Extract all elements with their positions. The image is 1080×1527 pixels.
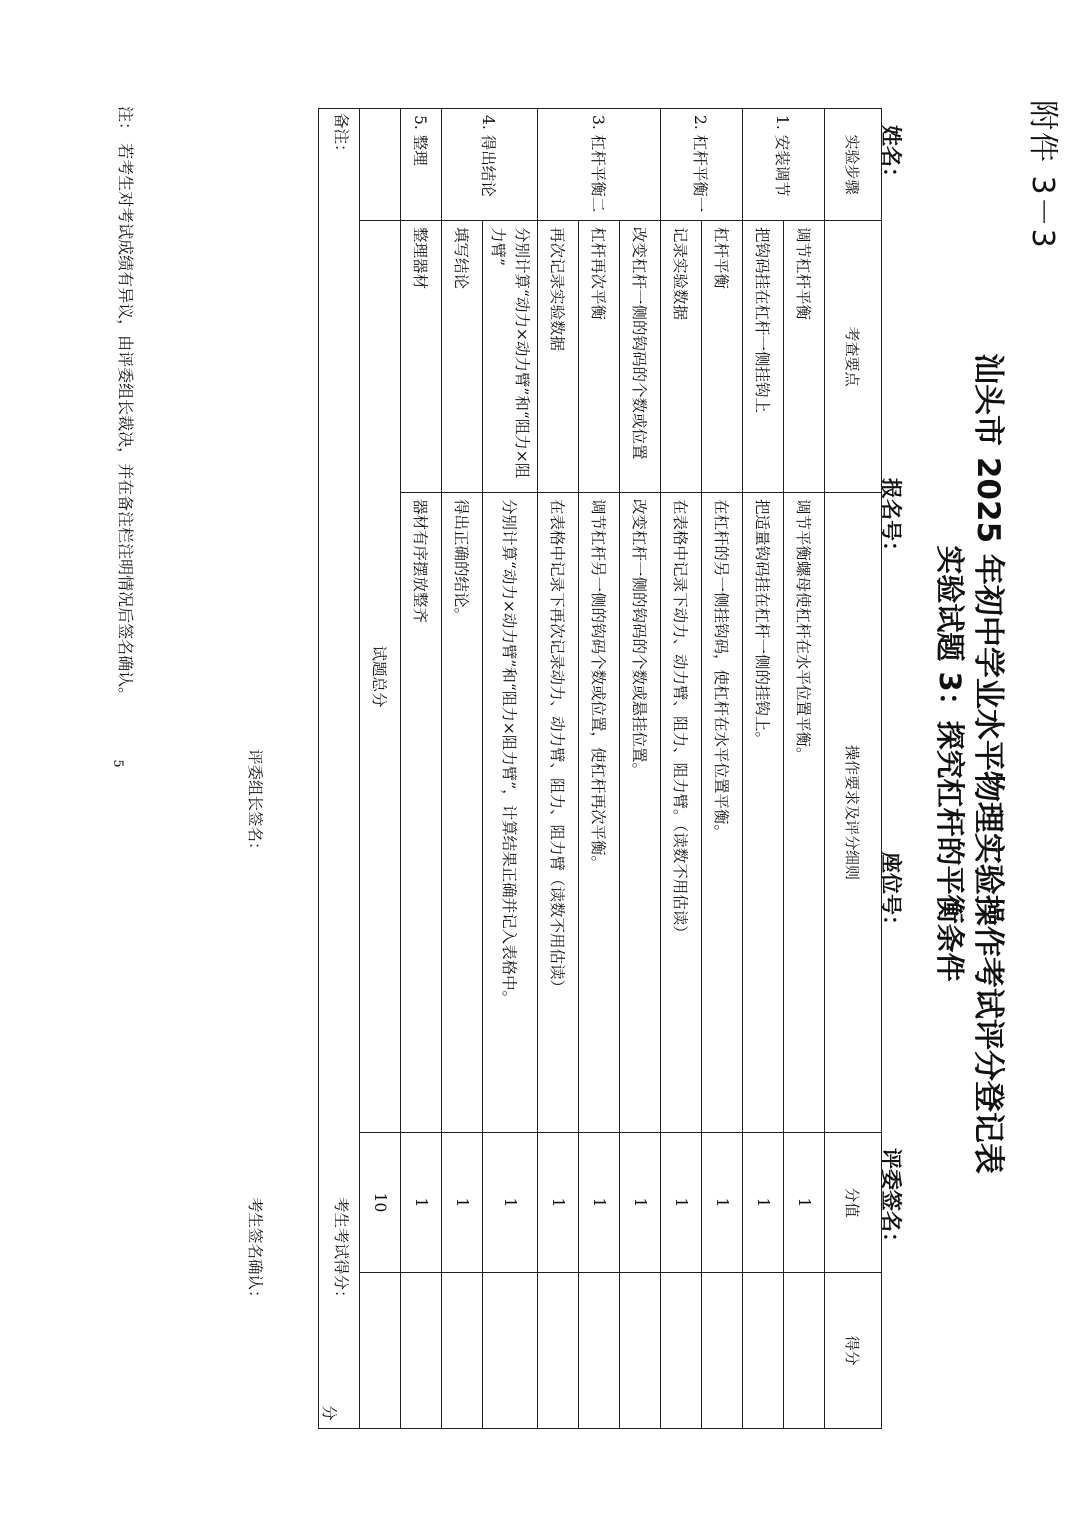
rule-cell: 在杠杆的另一侧挂钩码，使杠杆在水平位置平衡。: [702, 493, 743, 1133]
score-value-cell: 1: [702, 1133, 743, 1273]
point-cell: 记录实验数据: [661, 221, 702, 493]
reg-no-field-label: 报名号：: [879, 478, 903, 562]
score-got-cell[interactable]: [743, 1273, 784, 1429]
score-value-cell: 1: [538, 1133, 579, 1273]
point-cell: 再次记录实验数据: [538, 221, 579, 493]
point-cell: 杠杆平衡: [702, 221, 743, 493]
table-row: [400, 109, 441, 1429]
table-row: [702, 109, 743, 1429]
step-cell: 1. 安装调节: [743, 109, 825, 221]
header-score-value: 分值: [825, 1133, 882, 1273]
score-got-cell[interactable]: [661, 1273, 702, 1429]
rule-cell: 器材有序摆放整齐: [400, 493, 441, 1133]
table-row: [743, 109, 784, 1429]
rule-cell: 分别计算“动力×动力臂”和“阻力×阻力臂”，计算结果正确并记入表格中。: [482, 493, 537, 1133]
rule-cell: 在表格中记录下动力、动力臂、阻力、阻力臂。（读数不用估读）: [661, 493, 702, 1133]
exam-score-label: 考生考试得分：: [331, 1197, 350, 1306]
rule-cell: 得出正确的结论。: [441, 493, 482, 1133]
score-value-cell: 1: [400, 1133, 441, 1273]
rule-cell: 改变杠杆一侧的钩码的个数或悬挂位置。: [620, 493, 661, 1133]
score-value-cell: 1: [482, 1133, 537, 1273]
point-cell: 杠杆再次平衡: [579, 221, 620, 493]
score-value-cell: 1: [441, 1133, 482, 1273]
remarks-row: [318, 109, 359, 1429]
score-got-cell[interactable]: [579, 1273, 620, 1429]
seat-no-field-label: 座位号：: [879, 852, 903, 936]
rule-cell: 调节杠杆另一侧的钩码个数或位置，使杠杆再次平衡。: [579, 493, 620, 1133]
point-cell: 调节杠杆平衡: [784, 221, 825, 493]
document-title: 汕头市 2025 年初中学业水平物理实验操作考试评分登记表: [970, 353, 1006, 1174]
point-cell: 填写结论: [441, 221, 482, 493]
point-cell: 改变杠杆一侧的钩码的个数或位置: [620, 221, 661, 493]
table-header-row: [825, 109, 882, 1429]
total-row: [359, 109, 400, 1429]
remarks-label: 备注：: [331, 113, 350, 160]
point-cell: 分别计算“动力×动力臂”和“阻力×阻力臂”: [482, 221, 537, 493]
header-step: 实验步骤: [825, 109, 882, 221]
score-got-cell[interactable]: [784, 1273, 825, 1429]
table-row: [441, 109, 482, 1429]
table-row: [482, 109, 537, 1429]
total-score-got-cell[interactable]: [359, 1273, 400, 1429]
table-row: [538, 109, 579, 1429]
score-got-cell[interactable]: [400, 1273, 441, 1429]
step-cell: 4. 得出结论: [441, 109, 537, 221]
remarks-cell: [245, 109, 359, 1429]
score-got-cell[interactable]: [620, 1273, 661, 1429]
rule-cell: 调节平衡螺母使杠杆在水平位置平衡。: [784, 493, 825, 1133]
header-score-got: 得分: [825, 1273, 882, 1429]
score-value-cell: 1: [784, 1133, 825, 1273]
page-number: 5: [110, 759, 125, 768]
point-cell: 整理器材: [400, 221, 441, 493]
leader-sign-label: 评委组长签名：: [245, 749, 264, 858]
point-cell: 把钩码挂在杠杆一侧挂钩上: [743, 221, 784, 493]
footnote: 注： 若考生对考试成绩有异议，由评委组长裁决，并在备注栏注明情况后签名确认。: [116, 106, 135, 704]
score-got-cell[interactable]: [441, 1273, 482, 1429]
judge-sign-field-label: 评委签名：: [879, 1148, 903, 1253]
header-rule: 操作要求及评分细则: [825, 493, 882, 1133]
table-row: [661, 109, 702, 1429]
scoring-table: [245, 108, 882, 1429]
rule-cell: 把适量钩码挂在杠杆一侧的挂钩上。: [743, 493, 784, 1133]
table-row: [579, 109, 620, 1429]
header-point: 考查要点: [825, 221, 882, 493]
score-value-cell: 1: [579, 1133, 620, 1273]
score-value-cell: 1: [620, 1133, 661, 1273]
score-got-cell[interactable]: [482, 1273, 537, 1429]
step-cell: 3. 杠杆平衡二: [538, 109, 661, 221]
attachment-label: 附件 3－3: [1025, 100, 1060, 250]
score-value-cell: 1: [743, 1133, 784, 1273]
table-row: [784, 109, 825, 1429]
score-got-cell[interactable]: [702, 1273, 743, 1429]
table-row: [620, 109, 661, 1429]
student-sign-label: 考生签名确认：: [245, 1197, 264, 1306]
score-value-cell: 1: [661, 1133, 702, 1273]
step-cell: 2. 杠杆平衡一: [661, 109, 743, 221]
step-cell: 5. 整理: [400, 109, 441, 221]
score-got-cell[interactable]: [538, 1273, 579, 1429]
total-label: 试题总分: [359, 221, 400, 1133]
document-subtitle: 实验试题 3：探究杠杆的平衡条件: [933, 545, 967, 982]
rule-cell: 在表格中记录下再次记录动力、动力臂、阻力、阻力臂（读数不用估读）: [538, 493, 579, 1133]
total-value: 10: [359, 1133, 400, 1273]
name-field-label: 姓名：: [879, 125, 903, 188]
score-unit: 分: [319, 1405, 338, 1421]
